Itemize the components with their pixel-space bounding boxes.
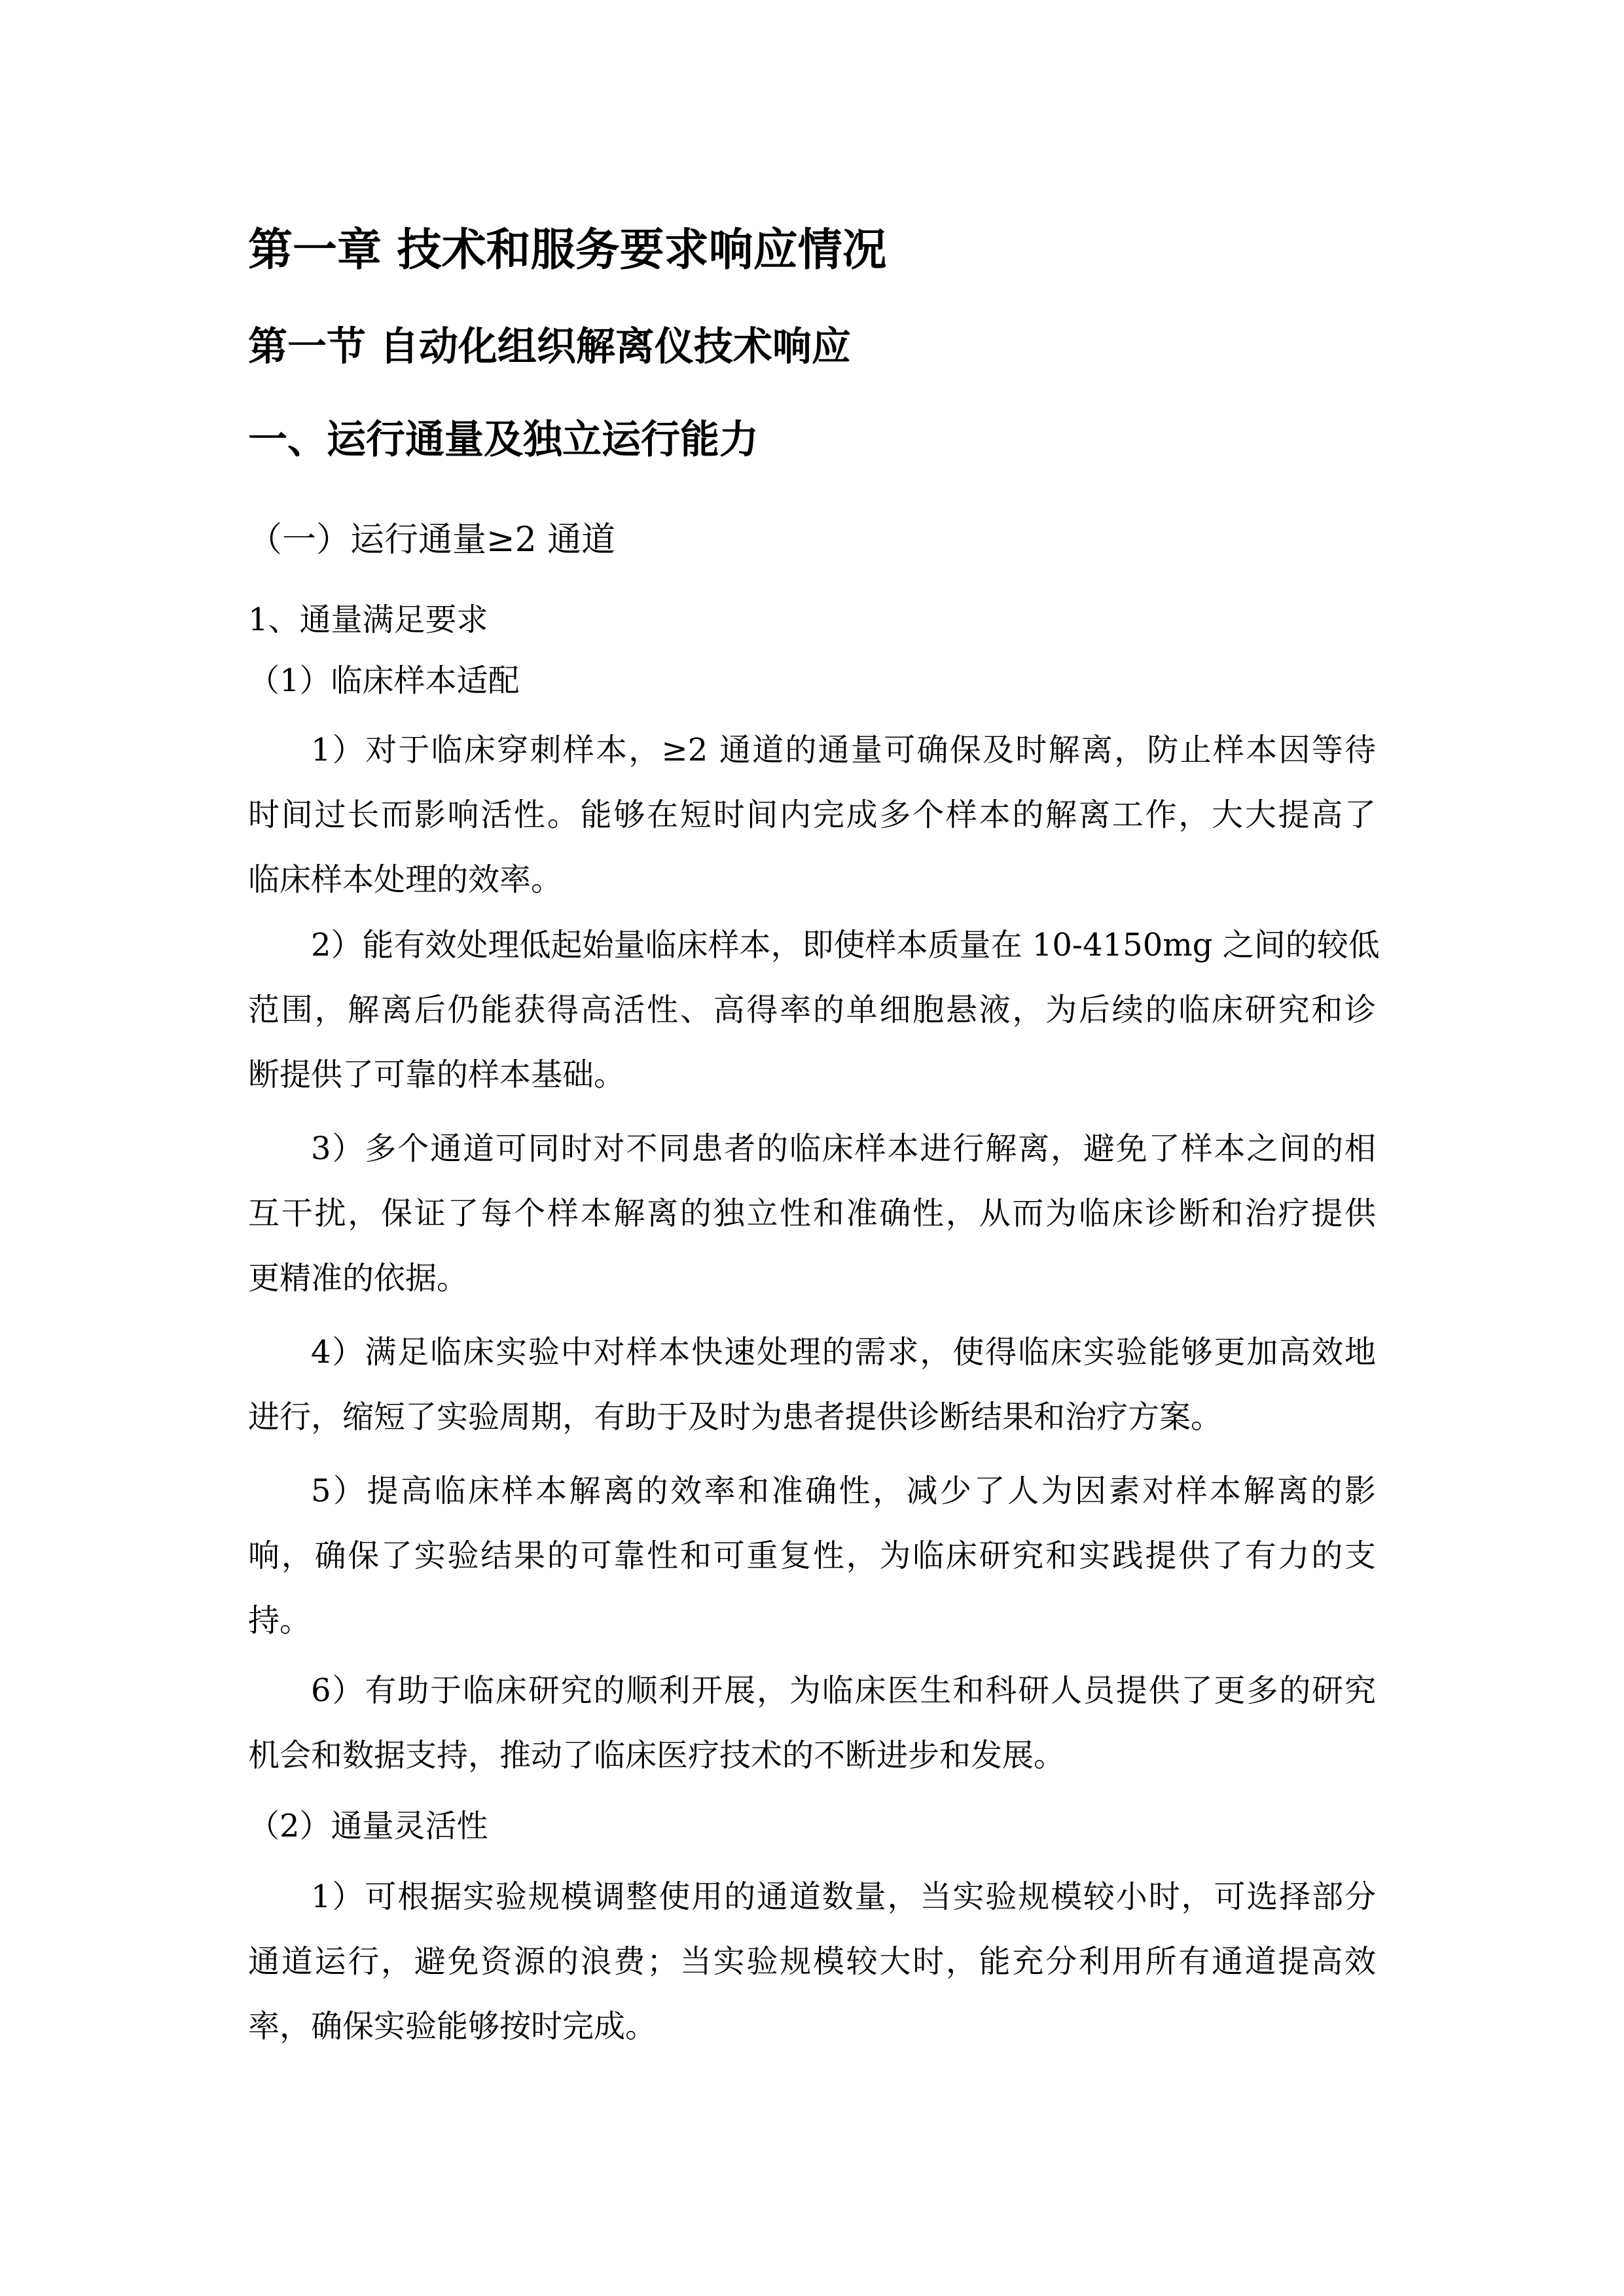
paragraph-line: 通道运行，避免资源的浪费；当实验规模较大时，能充分利用所有通道提高效 xyxy=(248,1943,1376,1980)
paragraph-line: 范围，解离后仍能获得高活性、高得率的单细胞悬液，为后续的临床研究和诊 xyxy=(248,992,1376,1028)
paragraph-line: 1）可根据实验规模调整使用的通道数量，当实验规模较小时，可选择部分 xyxy=(311,1878,1376,1915)
paragraph-line: 3）多个通道可同时对不同患者的临床样本进行解离，避免了样本之间的相 xyxy=(311,1130,1376,1167)
paragraph xyxy=(248,1320,1376,1450)
subpart-title: （一）运行通量≥2 通道 xyxy=(248,520,616,560)
paragraph-line: 1）对于临床穿刺样本，≥2 通道的通量可确保及时解离，防止样本因等待 xyxy=(311,732,1376,768)
paragraph xyxy=(248,1865,1376,2059)
paragraph xyxy=(248,1459,1376,1653)
paragraph-line: 率，确保实验能够按时完成。 xyxy=(248,2008,657,2045)
paragraph-line: 5）提高临床样本解离的效率和准确性，减少了人为因素对样本解离的影 xyxy=(311,1473,1376,1509)
paragraph-line: 进行，缩短了实验周期，有助于及时为患者提供诊断结果和治疗方案。 xyxy=(248,1399,1223,1435)
paragraph-line: 临床样本处理的效率。 xyxy=(248,861,563,898)
paragraph-line: 4）满足临床实验中对样本快速处理的需求，使得临床实验能够更加高效地 xyxy=(311,1334,1376,1371)
paragraph-line: 断提供了可靠的样本基础。 xyxy=(248,1056,626,1093)
paragraph xyxy=(248,1659,1376,1788)
item-title: 1、通量满足要求 xyxy=(248,601,488,638)
paragraph-line: 机会和数据支持，推动了临床医疗技术的不断进步和发展。 xyxy=(248,1737,1066,1774)
paragraph xyxy=(248,913,1380,1107)
paragraph-line: 响，确保了实验结果的可靠性和可重复性，为临床研究和实践提供了有力的支 xyxy=(248,1537,1376,1574)
part-title: 一、运行通量及独立运行能力 xyxy=(248,417,759,463)
paragraph-line: 持。 xyxy=(248,1602,312,1639)
paragraph-line: 2）能有效处理低起始量临床样本，即使样本质量在 10-4150mg 之间的较低 xyxy=(311,927,1380,963)
paragraph xyxy=(248,718,1376,912)
chapter-title: 第一章 技术和服务要求响应情况 xyxy=(248,224,887,276)
paragraph xyxy=(248,1117,1376,1311)
paragraph-line: 更精准的依据。 xyxy=(248,1260,469,1297)
sub2-title: （2）通量灵活性 xyxy=(248,1808,488,1844)
paragraph-line: 6）有助于临床研究的顺利开展，为临床医生和科研人员提供了更多的研究 xyxy=(311,1672,1376,1709)
paragraph-line: 互干扰，保证了每个样本解离的独立性和准确性，从而为临床诊断和治疗提供 xyxy=(248,1195,1376,1232)
section-title: 第一节 自动化组织解离仪技术响应 xyxy=(248,324,851,370)
paragraph-line: 时间过长而影响活性。能够在短时间内完成多个样本的解离工作，大大提高了 xyxy=(248,797,1376,833)
sub1-title: （1）临床样本适配 xyxy=(248,662,520,699)
